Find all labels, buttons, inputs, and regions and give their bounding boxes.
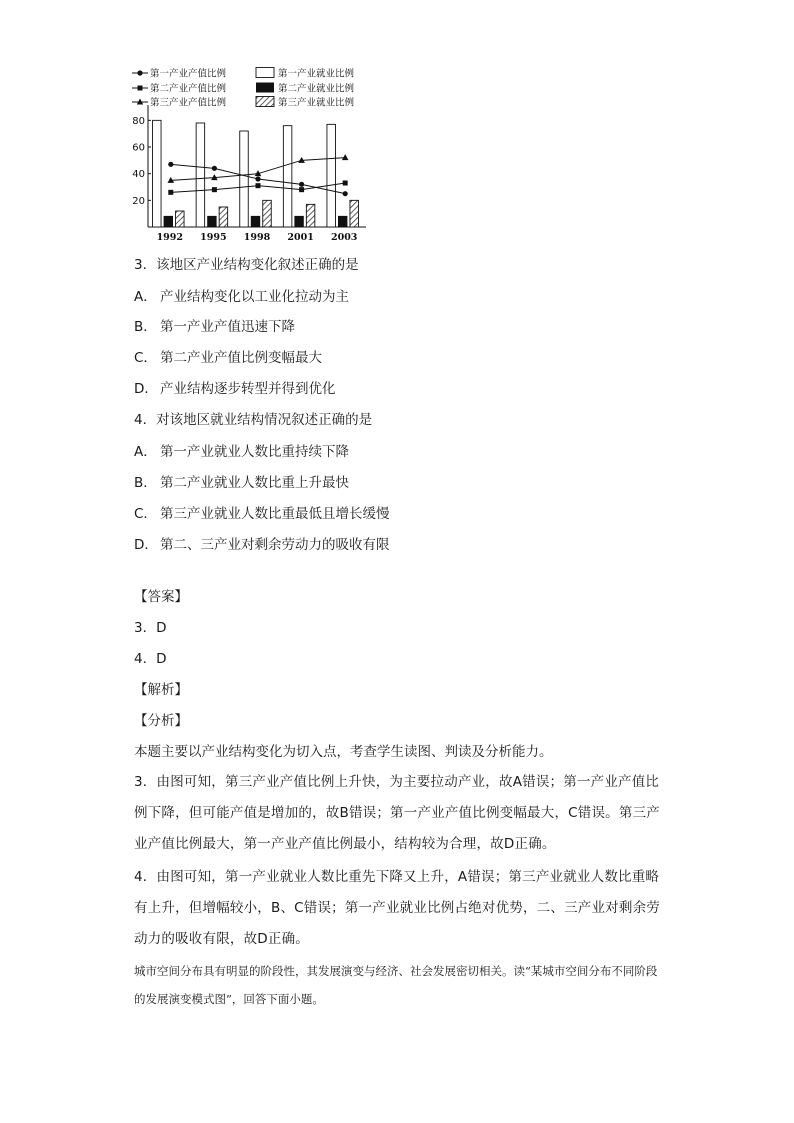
legend-line1: 第一产业产值比例 [150, 68, 227, 80]
option-letter: A． [134, 289, 157, 305]
q4-option-d[interactable] [134, 536, 390, 554]
point-1-1998 [255, 176, 260, 181]
q3-option-d[interactable] [134, 380, 336, 398]
option-text: 产业结构变化以工业化拉动为主 [160, 289, 349, 305]
analysis-intro: 本题主要以产业结构变化为切入点，考查学生读图、判读及分析能力。 [134, 744, 553, 760]
x-tick-label: 1998 [243, 232, 271, 243]
legend-circle-marker [137, 70, 142, 75]
bar-3-1992 [176, 211, 185, 227]
option-text: 第一产业就业人数比重持续下降 [160, 444, 349, 460]
legend-bar1: 第一产业就业比例 [278, 68, 355, 80]
bar-3-1998 [263, 200, 272, 227]
point-1-1995 [212, 166, 217, 171]
analysis-q3-explanation: 3．由图可知，第三产业产值比例上升快，为主要拉动产业，故A错误；第一产业产值比例下降，但可能产值是增加的，故B错误；第一产业产值比例变幅最大，C错误。第三产业产值比例最大，第一产业产值比例最小，结构较为合理，故D正确。 [134, 774, 660, 852]
legend-square-marker [138, 86, 143, 91]
y-tick-label: 40 [132, 169, 145, 181]
legend-bar2: 第二产业就业比例 [278, 83, 355, 95]
option-letter: B． [134, 475, 157, 491]
q3-option-a[interactable] [134, 288, 349, 306]
bar-2-2003 [338, 216, 347, 227]
option-letter: C． [134, 506, 157, 522]
bar-3-1995 [219, 207, 228, 227]
legend-bar1-swatch [256, 68, 274, 78]
option-letter: D． [134, 381, 158, 397]
point-3-2003 [342, 154, 349, 160]
bar-2-1998 [251, 216, 260, 227]
bar-1-1992 [153, 120, 162, 227]
q3-option-b[interactable] [134, 318, 295, 336]
x-tick-label: 2001 [287, 232, 314, 243]
point-2-1995 [212, 187, 217, 192]
option-text: 第二、三产业对剩余劳动力的吸收有限 [160, 537, 390, 553]
analysis-heading: 【解析】 [134, 682, 188, 698]
legend-line3: 第三产业产值比例 [150, 97, 227, 109]
bar-1-2003 [327, 124, 336, 227]
x-tick-label: 2003 [330, 232, 358, 243]
option-letter: B． [134, 319, 157, 335]
option-text: 第二产业产值比例变幅最大 [160, 350, 322, 366]
bar-2-1995 [208, 216, 217, 227]
bar-3-2001 [306, 204, 315, 227]
q4-stem: 4．对该地区就业结构情况叙述正确的是 [134, 412, 373, 428]
q3-option-c[interactable] [134, 349, 322, 367]
analysis-subheading: 【分析】 [134, 713, 188, 729]
y-tick-label: 20 [132, 195, 145, 207]
bar-2-2001 [295, 216, 304, 227]
point-1-2003 [343, 191, 348, 196]
next-question-intro: 城市空间分布具有明显的阶段性，其发展演变与经济、社会发展密切相关。读“某城市空间分布不同阶段的发展演变模式图”，回答下面小题。 [134, 964, 658, 1006]
bar-3-2003 [350, 200, 359, 227]
legend-bar3: 第三产业就业比例 [278, 97, 355, 109]
option-letter: A． [134, 444, 157, 460]
option-letter: C． [134, 350, 157, 366]
bar-1-1995 [196, 123, 205, 227]
point-1-1992 [168, 162, 173, 167]
point-2-1992 [168, 190, 173, 195]
legend-bar2-swatch [256, 83, 274, 93]
x-tick-label: 1992 [156, 232, 184, 243]
legend-line2: 第二产业产值比例 [150, 83, 227, 95]
q3-stem: 3．该地区产业结构变化叙述正确的是 [134, 257, 359, 273]
point-2-2003 [343, 181, 348, 186]
option-letter: D． [134, 537, 158, 553]
chart-legend [132, 68, 354, 109]
analysis-q4-explanation: 4．由图可知，第一产业就业人数比重先下降又上升，A错误；第三产业就业人数比重略有上升，但增幅较小，B、C错误；第一产业就业比例占绝对优势，二、三产业对剩余劳动力的吸收有限，故D正确。 [134, 869, 660, 947]
point-2-1998 [256, 183, 261, 188]
y-tick-label: 60 [132, 142, 145, 154]
legend-bar3-swatch [256, 97, 274, 107]
option-text: 第一产业产值迅速下降 [160, 319, 295, 335]
q4-option-a[interactable] [134, 443, 349, 461]
option-text: 第二产业就业人数比重上升最快 [160, 475, 349, 491]
option-text: 第三产业就业人数比重最低且增长缓慢 [160, 506, 390, 522]
answer-heading: 【答案】 [134, 589, 188, 605]
option-text: 产业结构逐步转型并得到优化 [160, 381, 336, 397]
q4-option-b[interactable] [134, 474, 349, 492]
bar-1-1998 [240, 131, 249, 227]
bar-1-2001 [283, 126, 292, 227]
industry-structure-chart [128, 62, 373, 244]
answer-q4: 4．D [134, 651, 167, 667]
answer-q3: 3．D [134, 620, 167, 636]
x-tick-label: 1995 [200, 232, 227, 243]
bar-2-1992 [164, 216, 173, 227]
point-2-2001 [299, 187, 304, 192]
y-tick-label: 80 [132, 115, 145, 127]
point-1-2001 [299, 182, 304, 187]
q4-option-c[interactable] [134, 505, 390, 523]
